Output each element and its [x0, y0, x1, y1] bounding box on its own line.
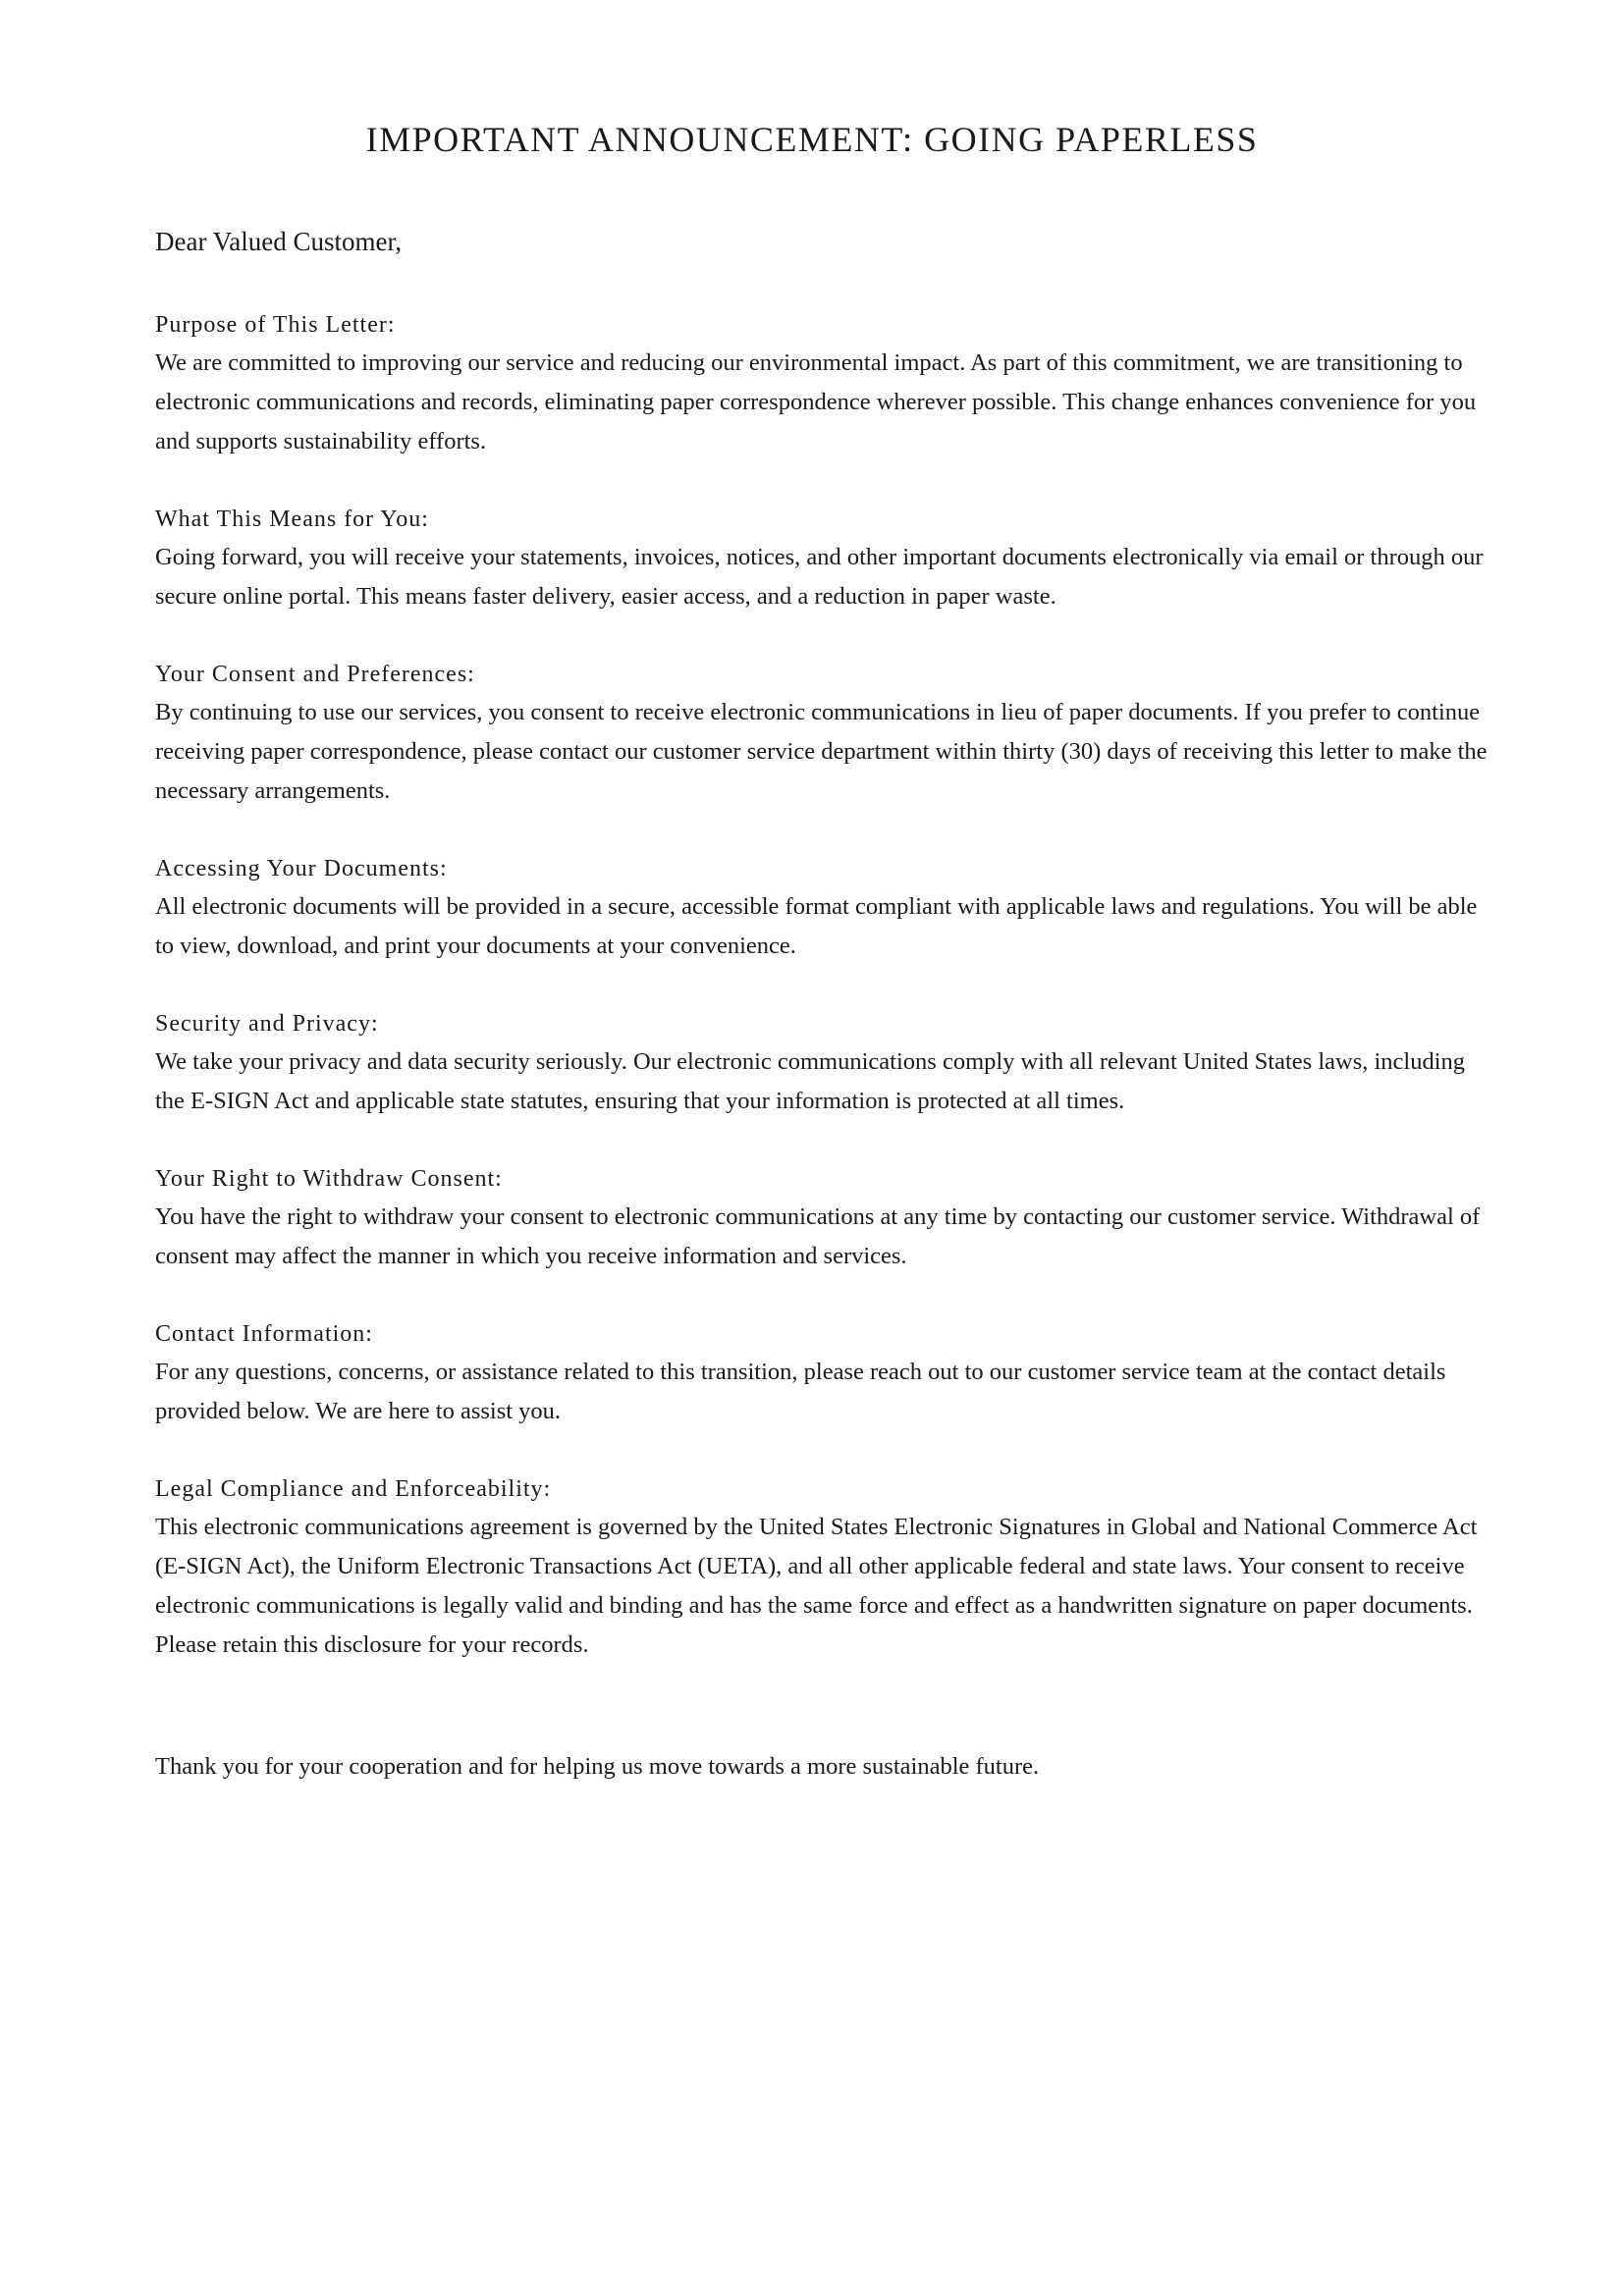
- section-legal-compliance: [155, 1470, 1490, 1665]
- section-consent: [155, 656, 1490, 811]
- section-body: For any questions, concerns, or assistance related to this transition, please reach out to our customer service team at the contact details provided below. We are here to assist you.: [155, 1359, 1446, 1424]
- section-accessing-documents: [155, 850, 1490, 966]
- section-heading: Legal Compliance and Enforceability:: [155, 1476, 552, 1502]
- section-body: You have the right to withdraw your consent to electronic communications at any time by contacting our customer service. Withdrawal of consent may affect the manner in which you receive information and services.: [155, 1203, 1481, 1269]
- closing-text: Thank you for your cooperation and for helping us move towards a more sustainable future.: [155, 1753, 1040, 1780]
- section-heading: What This Means for You:: [155, 507, 429, 532]
- section-purpose: [155, 306, 1490, 461]
- section-heading: Security and Privacy:: [155, 1011, 379, 1037]
- section-body: By continuing to use our services, you consent to receive electronic communications in lieu of paper documents. If you prefer to continue receiving paper correspondence, please contact our customer service department within thirty (30) days of receiving this letter to make the necessary arrangements.: [155, 699, 1488, 804]
- section-body: All electronic documents will be provided in a secure, accessible format compliant with applicable laws and regulations. You will be able to view, download, and print your documents at your convenience.: [155, 893, 1478, 959]
- page-title: IMPORTANT ANNOUNCEMENT: GOING PAPERLESS: [365, 120, 1259, 159]
- section-what-this-means: [155, 501, 1490, 616]
- letter-content: [155, 224, 1490, 1787]
- section-contact-information: [155, 1315, 1490, 1431]
- greeting: Dear Valued Customer,: [155, 227, 403, 256]
- section-body: We take your privacy and data security seriously. Our electronic communications comply with all relevant United States laws, including the E-SIGN Act and applicable state statutes, ensuring that your information is protected at all times.: [155, 1048, 1466, 1114]
- section-heading: Contact Information:: [155, 1321, 373, 1347]
- section-withdraw-consent: [155, 1160, 1490, 1276]
- section-heading: Purpose of This Letter:: [155, 312, 396, 338]
- section-body: This electronic communications agreement is governed by the United States Electronic Signatures in Global and National Commerce Act (E-SIGN Act), the Uniform Electronic Transactions Act (UETA), and all other applicable federal and state laws. Your consent to receive electronic communications is legally valid and binding and has the same force and effect as a handwritten signature on paper documents. Please retain this disclosure for your records.: [155, 1514, 1478, 1658]
- section-security-privacy: [155, 1005, 1490, 1121]
- section-heading: Accessing Your Documents:: [155, 856, 448, 881]
- section-body: We are committed to improving our service and reducing our environmental impact. As part of this commitment, we are transitioning to electronic communications and records, eliminating paper correspondence wherever possible. This change enhances convenience for you and supports sustainability efforts.: [155, 349, 1477, 454]
- section-heading: Your Right to Withdraw Consent:: [155, 1166, 503, 1192]
- section-body: Going forward, you will receive your statements, invoices, notices, and other important documents electronically via email or through our secure online portal. This means faster delivery, easier access, and a reduction in paper waste.: [155, 544, 1484, 610]
- section-heading: Your Consent and Preferences:: [155, 662, 475, 687]
